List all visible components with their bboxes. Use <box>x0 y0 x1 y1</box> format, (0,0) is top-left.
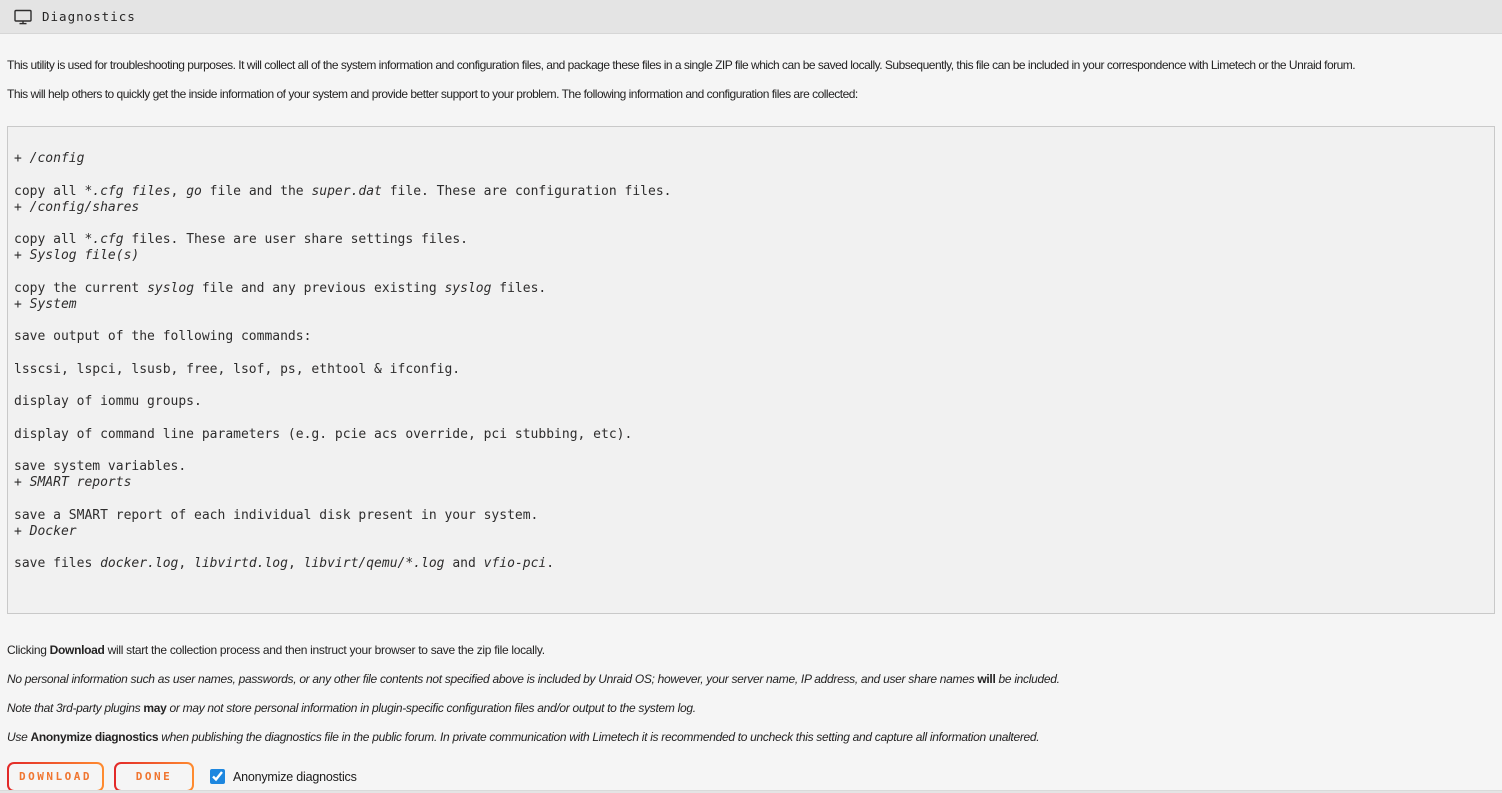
done-button[interactable]: DONE <box>114 762 194 792</box>
pre-line: lsscsi, lspci, lsusb, free, lsof, ps, ethtool & ifconfig. <box>14 361 461 377</box>
note: No personal information such as user names, passwords, or any other file contents not specified above is included by Unraid OS; however, your server name, IP address, and user share names will be included. <box>7 671 1060 686</box>
pre-line: + /config/shares <box>14 199 140 215</box>
anonymize-label[interactable]: Anonymize diagnostics <box>232 769 357 784</box>
pre-line: copy all *.cfg files, go file and the super.dat file. These are configuration files. <box>14 183 672 199</box>
pre-line: save system variables. <box>14 459 187 475</box>
page-title: Diagnostics <box>42 9 136 24</box>
monitor-icon <box>14 9 32 25</box>
anonymize-checkbox[interactable] <box>210 769 225 784</box>
pre-line <box>14 135 1484 151</box>
note: Clicking Download will start the collection process and then instruct your browser to save the zip file locally. <box>7 642 545 657</box>
intro-line-2: This will help others to quickly get the inside information of your system and provide better support to your problem. The following information and configuration files are collected: <box>7 87 858 101</box>
page-header <box>0 0 1502 34</box>
pre-line <box>14 216 1484 232</box>
pre-line: display of command line parameters (e.g. pcie acs override, pci stubbing, etc). <box>14 426 633 442</box>
pre-line: save output of the following commands: <box>14 329 312 345</box>
anonymize-control <box>210 769 357 784</box>
pre-line: + /config <box>14 151 85 167</box>
pre-line <box>14 378 1484 394</box>
note: Use Anonymize diagnostics when publishing the diagnostics file in the public forum. In private communication with Limetech it is recommended to uncheck this setting and capture all information unaltered. <box>7 729 1040 744</box>
notes-section <box>7 642 1495 745</box>
pre-line: save files docker.log, libvirtd.log, libvirt/qemu/*.log and vfio-pci. <box>14 556 555 572</box>
pre-line <box>14 167 1484 183</box>
pre-line <box>14 410 1484 426</box>
pre-line: save a SMART report of each individual disk present in your system. <box>14 507 539 523</box>
pre-line: display of iommu groups. <box>14 394 202 410</box>
pre-line: + SMART reports <box>14 475 132 491</box>
pre-line <box>14 346 1484 362</box>
pre-line: + System <box>14 297 77 313</box>
download-button[interactable]: DOWNLOAD <box>7 762 104 792</box>
pre-line <box>14 572 1484 588</box>
pre-line <box>14 589 1484 605</box>
pre-line <box>14 313 1484 329</box>
pre-line <box>14 540 1484 556</box>
pre-line: + Docker <box>14 523 77 539</box>
intro-line-1: This utility is used for troubleshooting purposes. It will collect all of the system information and configuration files, and package these files in a single ZIP file which can be saved locally. Subsequently, this file can be included in your correspondence with Limetech or the Unraid forum. <box>7 58 1356 72</box>
pre-line: + Syslog file(s) <box>14 248 140 264</box>
pre-line <box>14 265 1484 281</box>
main-content <box>0 57 1502 792</box>
pre-line: copy all *.cfg files. These are user share settings files. <box>14 232 468 248</box>
pre-line <box>14 443 1484 459</box>
pre-line: copy the current syslog file and any previous existing syslog files. <box>14 280 547 296</box>
note: Note that 3rd-party plugins may or may not store personal information in plugin-specific configuration files and/or output to the system log. <box>7 700 696 715</box>
pre-line <box>14 491 1484 507</box>
actions-row <box>7 762 1495 792</box>
collection-info-box <box>7 126 1495 614</box>
